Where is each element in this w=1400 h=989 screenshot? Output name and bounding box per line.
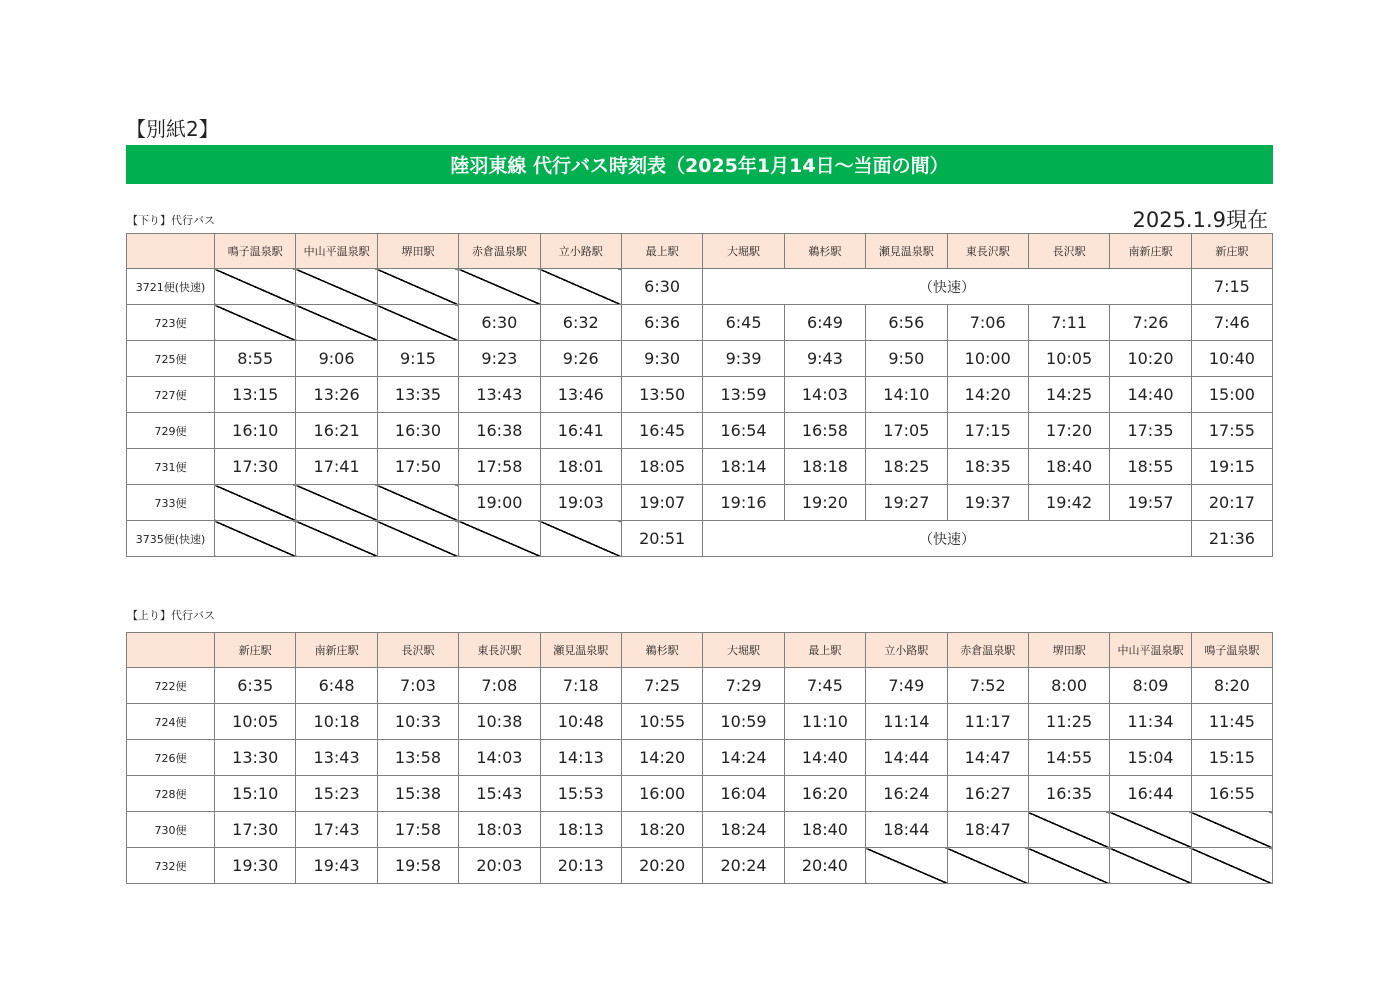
time-cell: 17:58	[377, 812, 458, 848]
no-service-cell	[296, 305, 377, 341]
time-cell: 15:23	[296, 776, 377, 812]
up-section-title: 【上り】代行バス	[127, 609, 215, 622]
trip-row	[127, 812, 1273, 848]
station-header: 鵜杉駅	[621, 633, 702, 668]
trip-name: 725便	[127, 341, 215, 377]
time-cell: 18:18	[784, 449, 865, 485]
time-cell: 14:47	[947, 740, 1028, 776]
time-cell: 17:15	[947, 413, 1028, 449]
time-cell: 19:43	[296, 848, 377, 884]
time-cell: 14:55	[1028, 740, 1109, 776]
station-header: 立小路駅	[866, 633, 947, 668]
time-cell: 20:03	[459, 848, 540, 884]
time-cell: 7:52	[947, 668, 1028, 704]
station-header: 中山平温泉駅	[296, 234, 377, 269]
time-cell: 16:38	[459, 413, 540, 449]
time-cell: 6:45	[703, 305, 784, 341]
time-cell: 11:34	[1110, 704, 1191, 740]
time-cell: 10:05	[215, 704, 296, 740]
time-cell: 19:03	[540, 485, 621, 521]
time-cell: 7:08	[459, 668, 540, 704]
time-cell: 16:27	[947, 776, 1028, 812]
station-header: 赤倉温泉駅	[459, 234, 540, 269]
time-cell: 9:23	[459, 341, 540, 377]
time-cell: 21:36	[1191, 521, 1272, 557]
station-header: 瀬見温泉駅	[540, 633, 621, 668]
time-cell: 16:00	[621, 776, 702, 812]
time-cell: 10:48	[540, 704, 621, 740]
trip-row	[127, 305, 1273, 341]
time-cell: 16:55	[1191, 776, 1272, 812]
time-cell: 10:05	[1028, 341, 1109, 377]
no-service-cell	[215, 485, 296, 521]
time-cell: 18:44	[866, 812, 947, 848]
time-cell: 6:36	[621, 305, 702, 341]
time-cell: 7:03	[377, 668, 458, 704]
no-service-cell	[377, 521, 458, 557]
time-cell: 18:25	[866, 449, 947, 485]
no-service-cell	[540, 269, 621, 305]
station-header: 堺田駅	[377, 234, 458, 269]
time-cell: 14:20	[947, 377, 1028, 413]
time-cell: 10:59	[703, 704, 784, 740]
time-cell: 14:03	[459, 740, 540, 776]
time-cell: 16:44	[1110, 776, 1191, 812]
time-cell: 13:15	[215, 377, 296, 413]
time-cell: 14:44	[866, 740, 947, 776]
time-cell: 18:05	[621, 449, 702, 485]
no-service-cell	[947, 848, 1028, 884]
trip-name: 3735便(快速)	[127, 521, 215, 557]
time-cell: 6:30	[621, 269, 702, 305]
trip-name: 727便	[127, 377, 215, 413]
time-cell: 20:17	[1191, 485, 1272, 521]
header-row	[127, 633, 1273, 668]
no-service-cell	[866, 848, 947, 884]
time-cell: 13:50	[621, 377, 702, 413]
time-cell: 16:21	[296, 413, 377, 449]
time-cell: 14:13	[540, 740, 621, 776]
express-label: （快速）	[703, 521, 1191, 557]
time-cell: 19:16	[703, 485, 784, 521]
station-header: 鵜杉駅	[784, 234, 865, 269]
trip-row	[127, 413, 1273, 449]
time-cell: 16:20	[784, 776, 865, 812]
time-cell: 7:26	[1110, 305, 1191, 341]
trip-name: 731便	[127, 449, 215, 485]
time-cell: 14:25	[1028, 377, 1109, 413]
time-cell: 9:06	[296, 341, 377, 377]
annex-label: 【別紙2】	[126, 117, 219, 141]
time-cell: 7:46	[1191, 305, 1272, 341]
station-header: 立小路駅	[540, 234, 621, 269]
down-timetable	[126, 233, 1273, 557]
time-cell: 19:57	[1110, 485, 1191, 521]
time-cell: 15:38	[377, 776, 458, 812]
time-cell: 19:07	[621, 485, 702, 521]
time-cell: 8:55	[215, 341, 296, 377]
no-service-cell	[296, 521, 377, 557]
no-service-cell	[540, 521, 621, 557]
time-cell: 20:20	[621, 848, 702, 884]
station-header: 最上駅	[784, 633, 865, 668]
time-cell: 14:20	[621, 740, 702, 776]
time-cell: 7:29	[703, 668, 784, 704]
time-cell: 10:00	[947, 341, 1028, 377]
trip-name: 3721便(快速)	[127, 269, 215, 305]
time-cell: 15:43	[459, 776, 540, 812]
time-cell: 19:37	[947, 485, 1028, 521]
time-cell: 7:18	[540, 668, 621, 704]
trip-name: 726便	[127, 740, 215, 776]
time-cell: 8:00	[1028, 668, 1109, 704]
time-cell: 18:14	[703, 449, 784, 485]
no-service-cell	[1110, 848, 1191, 884]
header-corner	[127, 234, 215, 269]
time-cell: 7:25	[621, 668, 702, 704]
no-service-cell	[1191, 812, 1272, 848]
time-cell: 10:18	[296, 704, 377, 740]
time-cell: 17:05	[866, 413, 947, 449]
time-cell: 15:00	[1191, 377, 1272, 413]
time-cell: 18:03	[459, 812, 540, 848]
time-cell: 9:15	[377, 341, 458, 377]
station-header: 新庄駅	[1191, 234, 1272, 269]
time-cell: 17:30	[215, 449, 296, 485]
trip-name: 724便	[127, 704, 215, 740]
station-header: 南新庄駅	[1110, 234, 1191, 269]
time-cell: 13:26	[296, 377, 377, 413]
time-cell: 7:49	[866, 668, 947, 704]
station-header: 堺田駅	[1028, 633, 1109, 668]
no-service-cell	[377, 485, 458, 521]
time-cell: 16:35	[1028, 776, 1109, 812]
time-cell: 6:49	[784, 305, 865, 341]
trip-name: 722便	[127, 668, 215, 704]
time-cell: 16:45	[621, 413, 702, 449]
time-cell: 7:15	[1191, 269, 1272, 305]
time-cell: 15:53	[540, 776, 621, 812]
time-cell: 10:55	[621, 704, 702, 740]
no-service-cell	[459, 521, 540, 557]
no-service-cell	[377, 269, 458, 305]
time-cell: 18:35	[947, 449, 1028, 485]
time-cell: 6:32	[540, 305, 621, 341]
station-header: 瀬見温泉駅	[866, 234, 947, 269]
time-cell: 7:11	[1028, 305, 1109, 341]
time-cell: 17:55	[1191, 413, 1272, 449]
no-service-cell	[296, 485, 377, 521]
trip-name: 732便	[127, 848, 215, 884]
time-cell: 17:50	[377, 449, 458, 485]
time-cell: 17:30	[215, 812, 296, 848]
time-cell: 17:41	[296, 449, 377, 485]
no-service-cell	[215, 521, 296, 557]
station-header: 中山平温泉駅	[1110, 633, 1191, 668]
trip-row	[127, 668, 1273, 704]
station-header: 東長沢駅	[459, 633, 540, 668]
time-cell: 9:50	[866, 341, 947, 377]
station-header: 最上駅	[621, 234, 702, 269]
time-cell: 9:39	[703, 341, 784, 377]
time-cell: 20:13	[540, 848, 621, 884]
time-cell: 13:30	[215, 740, 296, 776]
time-cell: 14:40	[784, 740, 865, 776]
trip-name: 723便	[127, 305, 215, 341]
time-cell: 16:10	[215, 413, 296, 449]
time-cell: 19:30	[215, 848, 296, 884]
station-header: 赤倉温泉駅	[947, 633, 1028, 668]
time-cell: 6:35	[215, 668, 296, 704]
time-cell: 11:25	[1028, 704, 1109, 740]
time-cell: 18:47	[947, 812, 1028, 848]
station-header: 鳴子温泉駅	[215, 234, 296, 269]
trip-row	[127, 269, 1273, 305]
time-cell: 10:20	[1110, 341, 1191, 377]
time-cell: 18:13	[540, 812, 621, 848]
trip-name: 728便	[127, 776, 215, 812]
up-timetable	[126, 632, 1273, 884]
time-cell: 16:41	[540, 413, 621, 449]
time-cell: 20:40	[784, 848, 865, 884]
no-service-cell	[459, 269, 540, 305]
time-cell: 17:20	[1028, 413, 1109, 449]
time-cell: 13:43	[459, 377, 540, 413]
no-service-cell	[215, 305, 296, 341]
station-header: 長沢駅	[377, 633, 458, 668]
time-cell: 6:56	[866, 305, 947, 341]
time-cell: 19:15	[1191, 449, 1272, 485]
time-cell: 18:20	[621, 812, 702, 848]
trip-name: 733便	[127, 485, 215, 521]
time-cell: 16:30	[377, 413, 458, 449]
station-header: 鳴子温泉駅	[1191, 633, 1272, 668]
time-cell: 10:38	[459, 704, 540, 740]
time-cell: 13:58	[377, 740, 458, 776]
time-cell: 7:06	[947, 305, 1028, 341]
time-cell: 17:58	[459, 449, 540, 485]
time-cell: 6:48	[296, 668, 377, 704]
time-cell: 9:43	[784, 341, 865, 377]
time-cell: 18:40	[1028, 449, 1109, 485]
header-corner	[127, 633, 215, 668]
no-service-cell	[1028, 812, 1109, 848]
station-header: 大堀駅	[703, 633, 784, 668]
trip-row	[127, 848, 1273, 884]
time-cell: 13:46	[540, 377, 621, 413]
trip-row	[127, 521, 1273, 557]
trip-name: 729便	[127, 413, 215, 449]
time-cell: 18:24	[703, 812, 784, 848]
header-row	[127, 234, 1273, 269]
time-cell: 15:10	[215, 776, 296, 812]
time-cell: 8:20	[1191, 668, 1272, 704]
station-header: 長沢駅	[1028, 234, 1109, 269]
trip-row	[127, 377, 1273, 413]
time-cell: 11:10	[784, 704, 865, 740]
trip-row	[127, 740, 1273, 776]
time-cell: 14:10	[866, 377, 947, 413]
time-cell: 9:26	[540, 341, 621, 377]
trip-name: 730便	[127, 812, 215, 848]
time-cell: 17:35	[1110, 413, 1191, 449]
time-cell: 14:24	[703, 740, 784, 776]
time-cell: 16:04	[703, 776, 784, 812]
no-service-cell	[1028, 848, 1109, 884]
time-cell: 19:58	[377, 848, 458, 884]
time-cell: 16:24	[866, 776, 947, 812]
time-cell: 19:27	[866, 485, 947, 521]
time-cell: 11:14	[866, 704, 947, 740]
time-cell: 13:35	[377, 377, 458, 413]
time-cell: 16:58	[784, 413, 865, 449]
page-title: 陸羽東線 代行バス時刻表（2025年1月14日～当面の間）	[126, 145, 1273, 184]
time-cell: 13:59	[703, 377, 784, 413]
down-section-title: 【下り】代行バス	[127, 214, 215, 227]
time-cell: 20:51	[621, 521, 702, 557]
time-cell: 17:43	[296, 812, 377, 848]
time-cell: 13:43	[296, 740, 377, 776]
no-service-cell	[296, 269, 377, 305]
station-header: 大堀駅	[703, 234, 784, 269]
time-cell: 18:01	[540, 449, 621, 485]
no-service-cell	[1191, 848, 1272, 884]
time-cell: 18:40	[784, 812, 865, 848]
station-header: 東長沢駅	[947, 234, 1028, 269]
time-cell: 19:20	[784, 485, 865, 521]
time-cell: 14:03	[784, 377, 865, 413]
no-service-cell	[377, 305, 458, 341]
time-cell: 10:40	[1191, 341, 1272, 377]
time-cell: 11:17	[947, 704, 1028, 740]
time-cell: 18:55	[1110, 449, 1191, 485]
time-cell: 6:30	[459, 305, 540, 341]
station-header: 新庄駅	[215, 633, 296, 668]
time-cell: 9:30	[621, 341, 702, 377]
time-cell: 7:45	[784, 668, 865, 704]
time-cell: 11:45	[1191, 704, 1272, 740]
trip-row	[127, 485, 1273, 521]
trip-row	[127, 449, 1273, 485]
station-header: 南新庄駅	[296, 633, 377, 668]
time-cell: 19:42	[1028, 485, 1109, 521]
express-label: （快速）	[703, 269, 1191, 305]
time-cell: 8:09	[1110, 668, 1191, 704]
time-cell: 20:24	[703, 848, 784, 884]
time-cell: 15:15	[1191, 740, 1272, 776]
time-cell: 16:54	[703, 413, 784, 449]
time-cell: 10:33	[377, 704, 458, 740]
time-cell: 15:04	[1110, 740, 1191, 776]
trip-row	[127, 704, 1273, 740]
time-cell: 14:40	[1110, 377, 1191, 413]
trip-row	[127, 776, 1273, 812]
time-cell: 19:00	[459, 485, 540, 521]
trip-row	[127, 341, 1273, 377]
as-of-date: 2025.1.9現在	[1132, 208, 1268, 232]
no-service-cell	[1110, 812, 1191, 848]
no-service-cell	[215, 269, 296, 305]
